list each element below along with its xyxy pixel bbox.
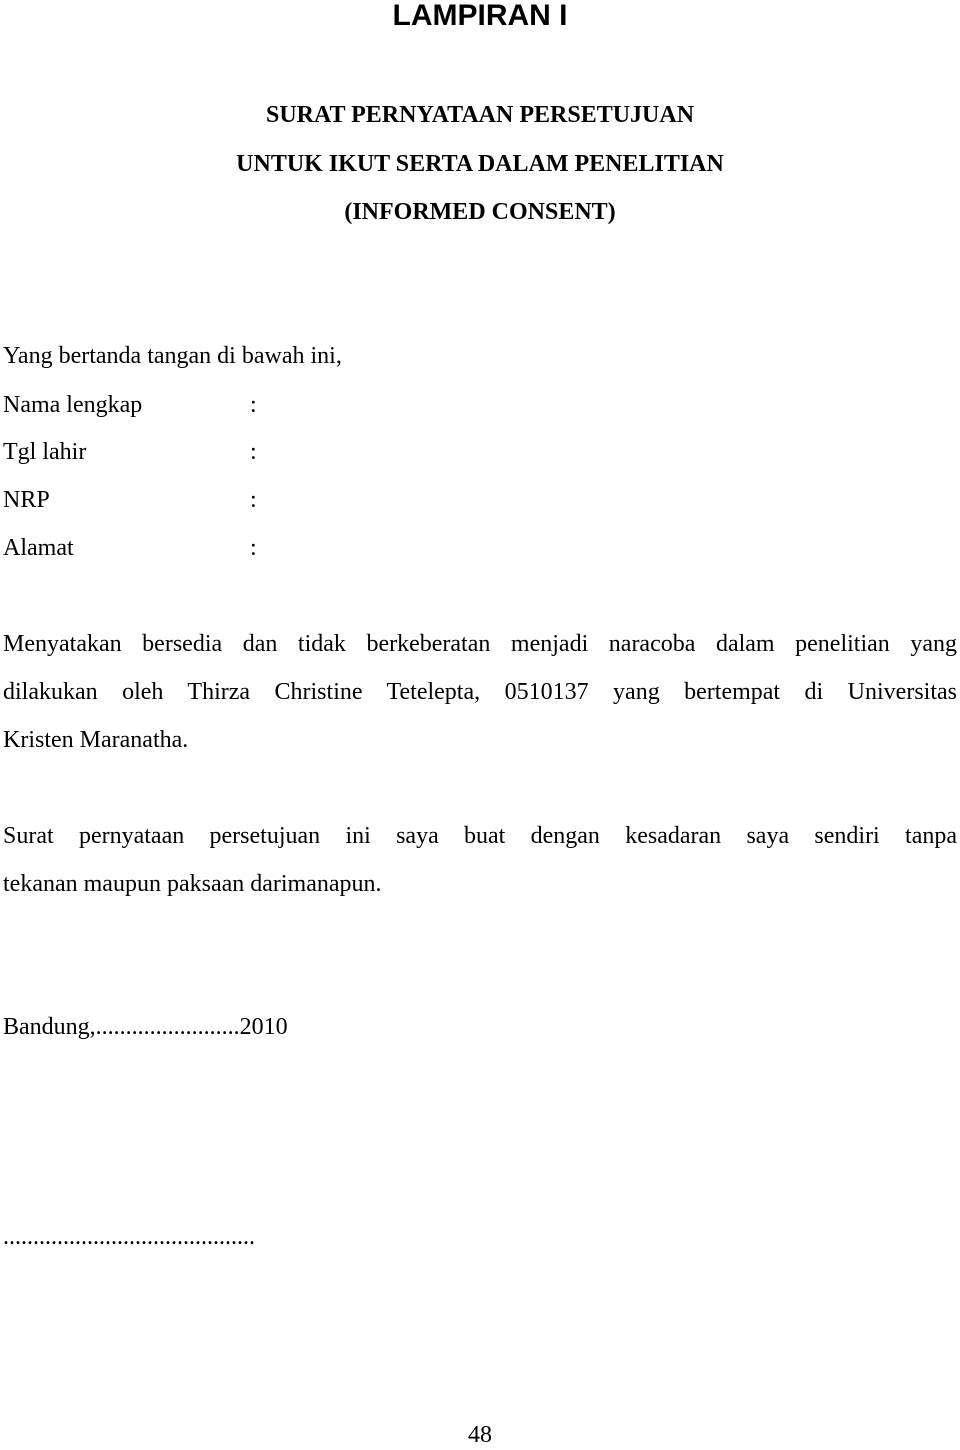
place-date: Bandung,........................2010 [3,1014,288,1040]
field-label-name: Nama lengkap [3,392,143,418]
field-label-nrp: NRP [3,487,50,513]
consent-heading-line-1: SURAT PERNYATAAN PERSETUJUAN [265,102,695,128]
page-number: 48 [468,1422,492,1448]
field-colon: : [250,535,257,561]
statement-paragraph [3,812,957,908]
field-colon: : [250,439,257,465]
consent-paragraph-line: dilakukan oleh Thirza Christine Tetelepta, 0510137 yang bertempat di Universitas [3,679,957,705]
document-title: LAMPIRAN I [392,0,568,32]
field-label-address: Alamat [3,535,74,561]
field-colon: : [250,392,257,418]
consent-paragraph-line: Menyatakan bersedia dan tidak berkeberatan menjadi naracoba dalam penelitian yang [3,631,957,657]
field-label-birthdate: Tgl lahir [3,439,87,465]
signature-line: .......................................... [3,1224,255,1250]
consent-heading-line-3: (INFORMED CONSENT) [344,199,616,225]
statement-paragraph-line: Surat pernyataan persetujuan ini saya buat dengan kesadaran saya sendiri tanpa [3,823,957,849]
consent-heading-line-2: UNTUK IKUT SERTA DALAM PENELITIAN [236,151,724,177]
intro-text: Yang bertanda tangan di bawah ini, [3,343,342,369]
consent-paragraph [3,620,957,764]
consent-paragraph-line: Kristen Maranatha. [3,727,189,753]
field-colon: : [250,487,257,513]
statement-paragraph-line: tekanan maupun paksaan darimanapun. [3,871,382,897]
